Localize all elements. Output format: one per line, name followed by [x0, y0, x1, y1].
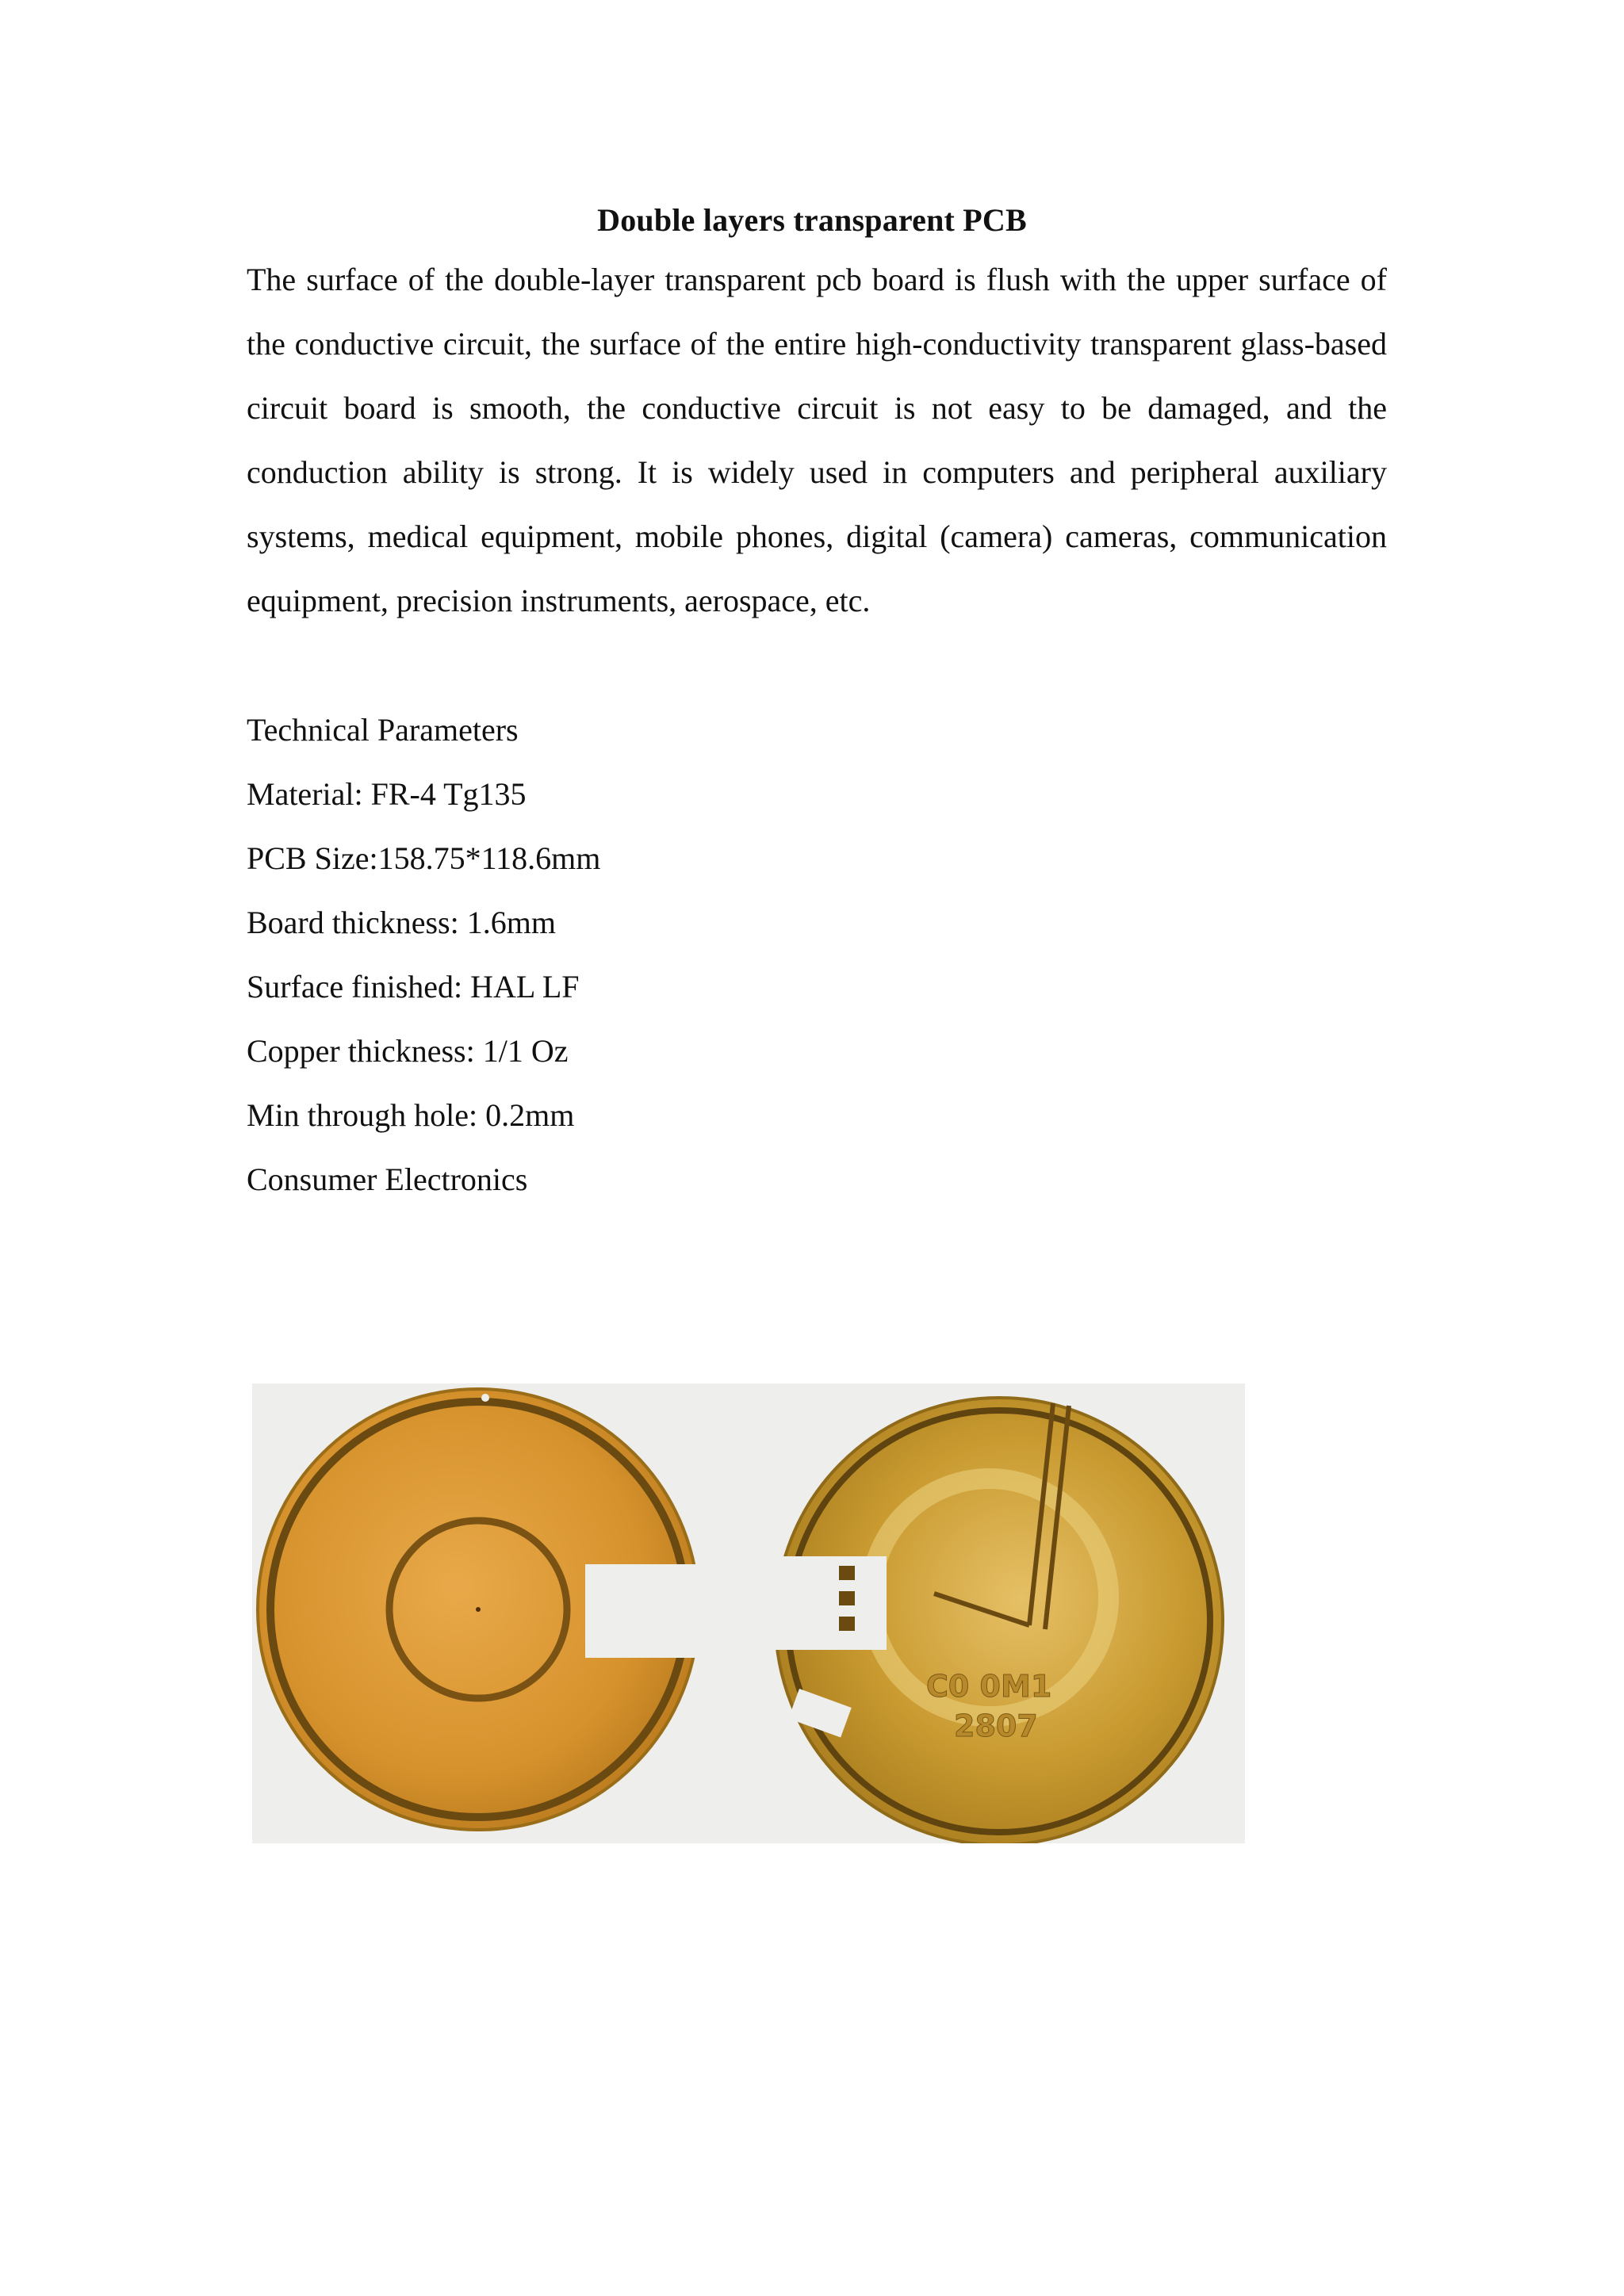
param-material: Material: FR-4 Tg135 [247, 776, 527, 812]
page-title: Double layers transparent PCB [597, 202, 1027, 238]
intro-paragraph: The surface of the double-layer transparent pcb board is flush with the upper surface of the conductive circuit, the surface of the entire high-conductivity transparent glass-based circuit board is smooth, the conductive circuit is not easy to be damaged, and the conduction ability is strong. It is widely used in computers and peripheral auxiliary systems, medical equipment, mobile phones, digital (camera) cameras, communication equipment, precision instruments, aerospace, etc. [247, 262, 1387, 618]
left-slot-cutout [585, 1564, 744, 1658]
param-min-through-hole: Min through hole: 0.2mm [247, 1097, 575, 1133]
left-center-hole [476, 1607, 481, 1612]
right-pad-3 [839, 1617, 855, 1631]
right-pad-1 [839, 1566, 855, 1580]
param-pcb-size: PCB Size:158.75*118.6mm [247, 840, 601, 876]
param-copper-thickness: Copper thickness: 1/1 Oz [247, 1033, 569, 1069]
board-marking-line2: 2807 [954, 1709, 1038, 1743]
param-board-thickness: Board thickness: 1.6mm [247, 905, 556, 940]
pcb-photo-illustration [252, 1383, 1245, 1843]
left-top-notch [481, 1394, 489, 1402]
board-marking-line1: C0 0M1 [926, 1669, 1052, 1704]
params-heading: Technical Parameters [247, 712, 519, 748]
right-slot-cutout [728, 1556, 887, 1650]
param-surface-finished: Surface finished: HAL LF [247, 969, 580, 1004]
param-application: Consumer Electronics [247, 1161, 528, 1197]
right-pad-2 [839, 1591, 855, 1605]
technical-parameters [247, 698, 1277, 1211]
pcb-photo [252, 1383, 1245, 1843]
